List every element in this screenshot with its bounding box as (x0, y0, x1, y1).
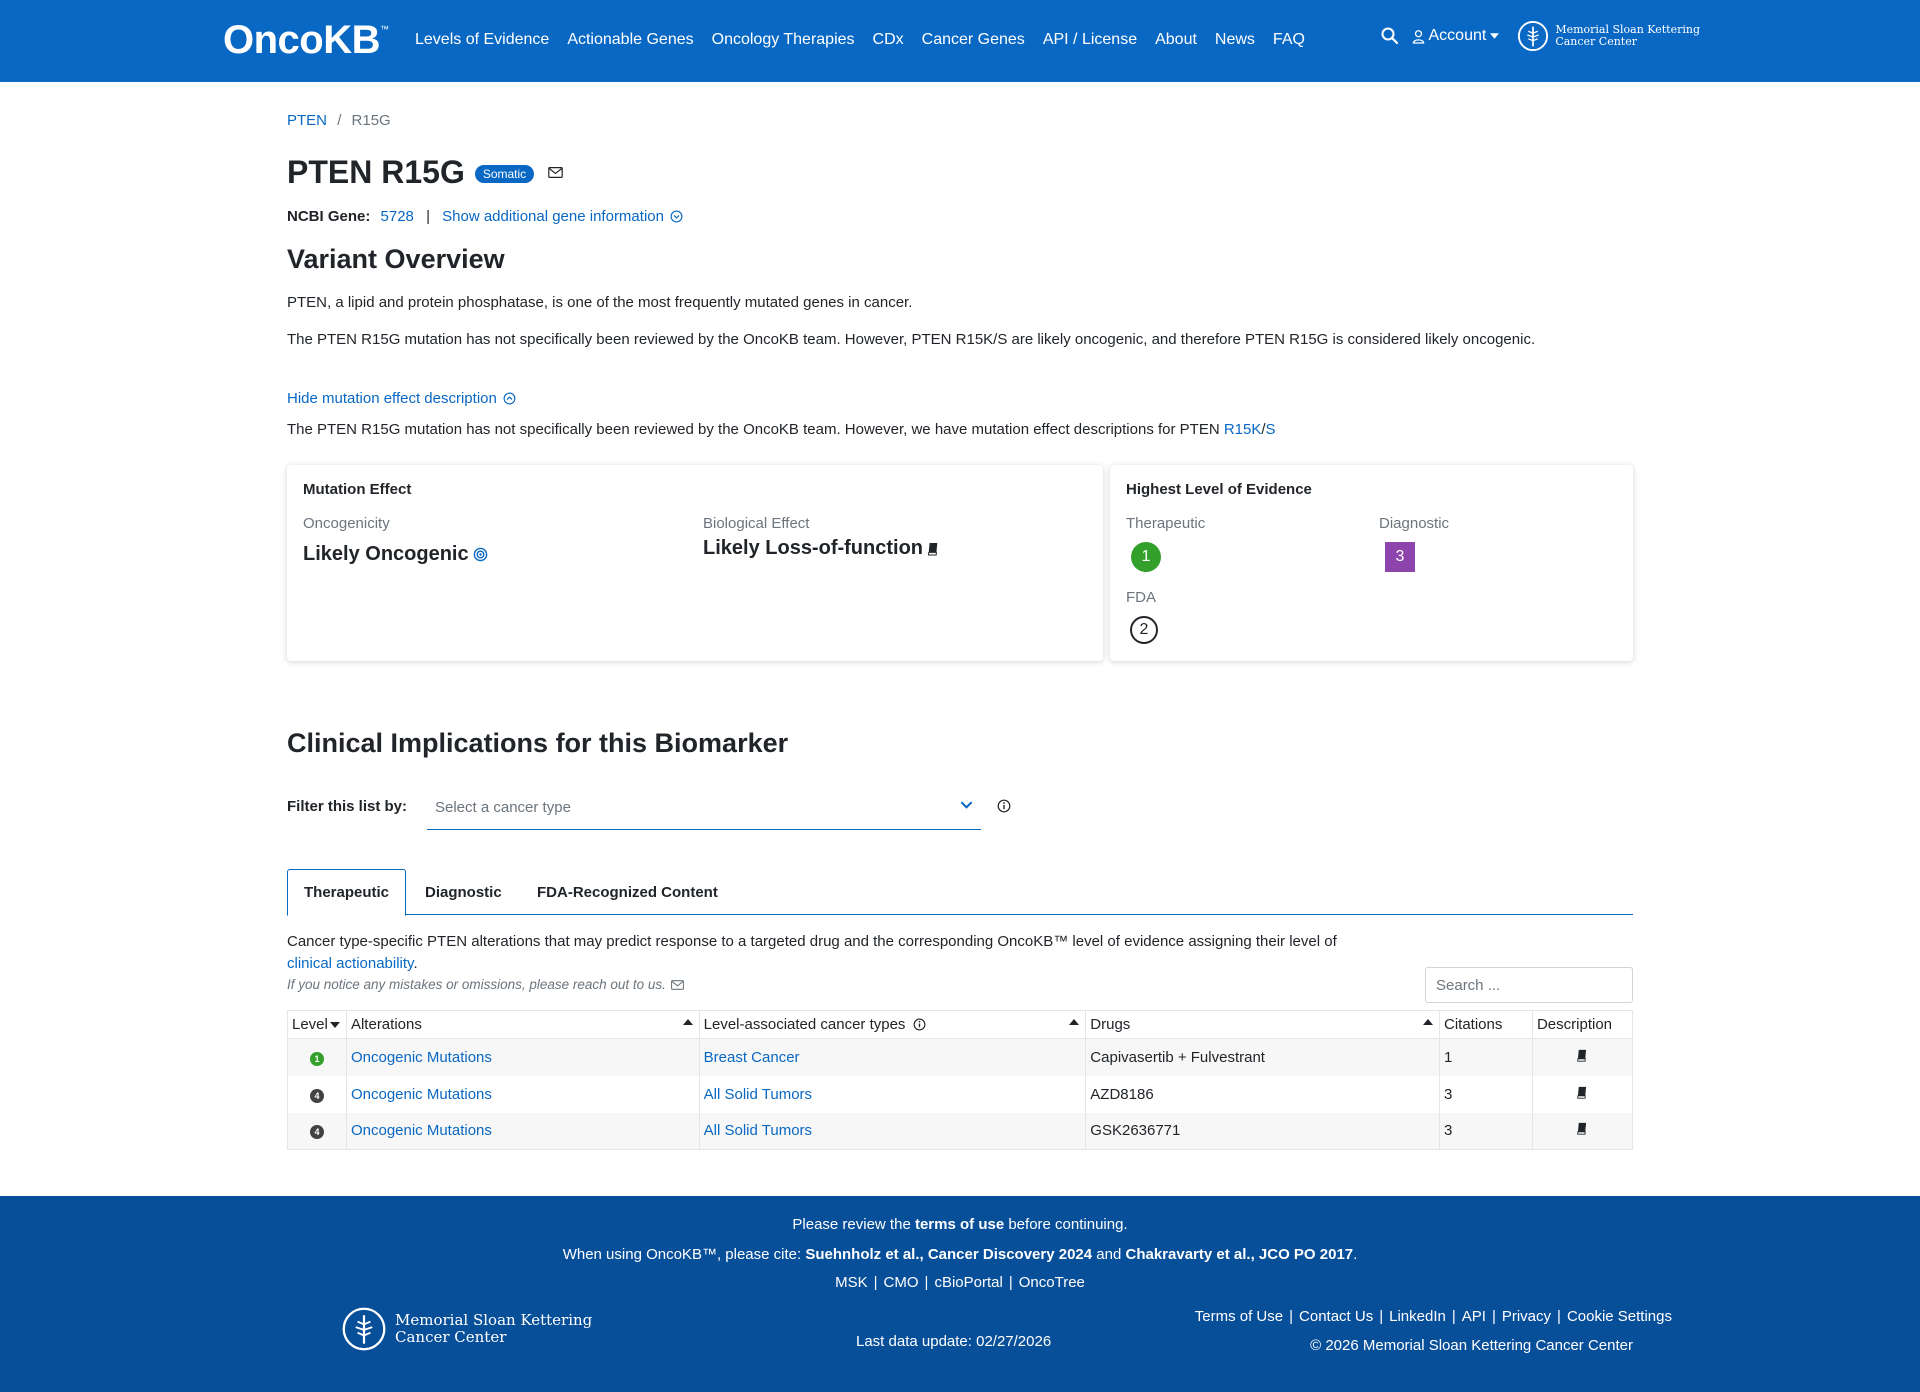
oncogenicity-value (303, 543, 488, 566)
msk-footer-line1: Memorial Sloan Kettering (395, 1311, 593, 1329)
gene-info-separator: | (426, 208, 430, 225)
book-icon[interactable] (927, 542, 939, 556)
msk-header-line1: Memorial Sloan Kettering (1555, 23, 1700, 36)
account-label: Account (1428, 27, 1487, 44)
level-cell (288, 1113, 347, 1150)
mutation-effect-text: The PTEN R15G mutation has not specifically been reviewed by the OncoKB team. However, we have mutation effect descriptions for PTEN (287, 421, 1224, 438)
footer (0, 1196, 1920, 1392)
book-icon[interactable] (1576, 1086, 1588, 1099)
ncbi-gene-link[interactable]: 5728 (380, 208, 414, 225)
footer-terms-link[interactable]: terms of use (914, 1216, 1005, 1233)
footer-links: Terms of Use | Contact Us | LinkedIn | API | Privacy | Cookie Settings (1194, 1308, 1672, 1325)
logo-trademark: ™ (380, 24, 389, 34)
clinical-tabs (287, 869, 1633, 915)
column-cancer-types[interactable] (699, 1011, 1086, 1039)
citations-cell: 3 (1440, 1113, 1533, 1150)
gene-summary: PTEN, a lipid and protein phosphatase, is one of the most frequently mutated genes in cancer. (287, 294, 913, 311)
footer-link-linkedin[interactable]: LinkedIn (1389, 1308, 1446, 1325)
cancer-type-link[interactable]: All Solid Tumors (703, 1085, 813, 1103)
footer-link-api[interactable]: API (1461, 1308, 1486, 1325)
diagnostic-label: Diagnostic (1379, 515, 1450, 532)
nav-faq[interactable]: FAQ (1272, 31, 1305, 48)
highest-level-card (1110, 465, 1633, 661)
ncbi-gene-label: NCBI Gene: (287, 208, 371, 225)
chevron-down-icon (960, 800, 973, 810)
msk-logo-icon (1517, 20, 1549, 52)
therapeutic-description-text: Cancer type-specific PTEN alterations that may predict response to a targeted drug and the corresponding OncoKB™ level of evidence assigning their level of (287, 933, 1337, 950)
column-level[interactable] (288, 1011, 347, 1039)
search-icon[interactable] (1380, 26, 1400, 46)
tab-therapeutic[interactable]: Therapeutic (287, 869, 406, 916)
footer-partner-links: MSK | CMO | cBioPortal | OncoTree (835, 1274, 1085, 1291)
r15s-link[interactable]: S (1265, 421, 1276, 438)
biological-effect-value (703, 537, 939, 560)
diagnostic-level-badge[interactable]: 3 (1385, 542, 1415, 572)
column-alterations[interactable] (346, 1011, 699, 1039)
fda-label: FDA (1126, 589, 1156, 606)
msk-logo-icon (341, 1306, 387, 1352)
book-icon[interactable] (1576, 1049, 1588, 1062)
therapeutic-level-badge[interactable]: 1 (1131, 542, 1161, 572)
oncokb-logo[interactable] (223, 18, 389, 63)
level-cell (288, 1039, 347, 1076)
nav-cancer-genes[interactable]: Cancer Genes (921, 31, 1025, 48)
mutation-effect-title: Mutation Effect (303, 481, 412, 498)
footer-link-privacy[interactable]: Privacy (1501, 1308, 1552, 1325)
sort-asc-icon (683, 1019, 693, 1025)
footer-review-suffix: before continuing. (1004, 1216, 1128, 1233)
cancer-type-cell (699, 1113, 1086, 1150)
caret-down-icon (1490, 33, 1499, 39)
info-icon[interactable] (997, 799, 1011, 813)
tab-fda-recognized-content[interactable]: FDA-Recognized Content (537, 883, 718, 901)
breadcrumb-gene-link[interactable]: PTEN (287, 112, 328, 129)
level-badge[interactable]: 1 (310, 1052, 324, 1066)
chevron-up-circle-icon (503, 392, 516, 405)
breadcrumb-variant: R15G (351, 112, 391, 129)
last-data-update: Last data update: 02/27/2026 (856, 1333, 1052, 1350)
hide-mutation-effect-link[interactable] (287, 390, 516, 407)
nav-oncology-therapies[interactable]: Oncology Therapies (711, 31, 855, 48)
level-badge[interactable]: 4 (310, 1089, 324, 1103)
column-description (1532, 1011, 1632, 1039)
column-cancer-types-label: Level-associated cancer types (703, 1016, 906, 1033)
column-level-label: Level (292, 1016, 328, 1033)
footer-cite-and: and (1092, 1246, 1126, 1263)
sort-desc-icon (330, 1022, 340, 1028)
table-row (288, 1039, 1633, 1076)
column-citations-label: Citations (1444, 1016, 1503, 1033)
footer-cite-suffix: . (1353, 1246, 1358, 1263)
chevron-down-circle-icon (670, 210, 683, 223)
table-row (288, 1113, 1633, 1150)
footer-link-terms[interactable]: Terms of Use (1194, 1308, 1284, 1325)
highest-level-title: Highest Level of Evidence (1126, 481, 1312, 498)
ncbi-gene-line (287, 208, 683, 225)
footer-review-prefix: Please review the (792, 1216, 915, 1233)
clinical-actionability-link[interactable]: clinical actionability (287, 955, 414, 972)
search-placeholder: Search ... (1436, 976, 1501, 994)
msk-header-line2: Cancer Center (1555, 35, 1637, 48)
mutation-effect-description (287, 419, 1633, 441)
sort-asc-icon (1069, 1019, 1079, 1025)
clinical-implications-heading: Clinical Implications for this Biomarker (287, 728, 789, 758)
filter-label: Filter this list by: (287, 798, 408, 815)
show-gene-info-link[interactable] (442, 208, 683, 225)
r15k-link[interactable]: R15K (1223, 421, 1262, 438)
cancer-type-select[interactable] (427, 786, 981, 830)
column-drugs-label: Drugs (1090, 1016, 1131, 1033)
column-description-label: Description (1536, 1016, 1612, 1033)
alteration-link[interactable]: Oncogenic Mutations (350, 1085, 492, 1103)
oncogenicity-text: Likely Oncogenic (303, 543, 469, 565)
msk-footer-logo[interactable] (341, 1306, 592, 1352)
cancer-type-link[interactable]: All Solid Tumors (703, 1122, 813, 1140)
biological-effect-label: Biological Effect (703, 515, 810, 532)
oncogenicity-label: Oncogenicity (303, 515, 390, 532)
footer-link-contact[interactable]: Contact Us (1299, 1308, 1374, 1325)
therapeutic-table (287, 1010, 1633, 1150)
nav-levels-of-evidence[interactable]: Levels of Evidence (415, 31, 550, 48)
drugs-cell: AZD8186 (1086, 1076, 1440, 1113)
page-title-text: PTEN R15G (287, 154, 465, 190)
sort-asc-icon (1423, 1019, 1433, 1025)
logo-text: OncoKB (223, 18, 380, 62)
alteration-cell (346, 1113, 699, 1150)
table-header-row (288, 1011, 1633, 1039)
alteration-cell (346, 1039, 699, 1076)
column-alterations-label: Alterations (350, 1016, 422, 1033)
nav-cdx[interactable]: CDx (872, 31, 904, 48)
footer-cite-line (0, 1246, 1920, 1263)
show-gene-info-label: Show additional gene information (442, 208, 664, 225)
nav-news[interactable]: News (1214, 31, 1255, 48)
breadcrumb-separator: / (337, 112, 342, 129)
alteration-link[interactable]: Oncogenic Mutations (350, 1048, 492, 1066)
cancer-type-placeholder: Select a cancer type (435, 799, 571, 816)
footer-cite-chakravarty[interactable]: Chakravarty et al., JCO PO 2017 (1125, 1246, 1354, 1263)
fda-level-badge[interactable]: 2 (1130, 616, 1158, 644)
variant-overview-heading: Variant Overview (287, 244, 505, 274)
msk-header-logo[interactable] (1517, 20, 1700, 52)
description-cell (1532, 1076, 1632, 1113)
account-menu[interactable] (1412, 27, 1500, 45)
description-cell (1532, 1113, 1632, 1150)
footer-copyright: © 2026 Memorial Sloan Kettering Cancer Center (1310, 1337, 1633, 1354)
footer-link-msk[interactable]: MSK (835, 1274, 868, 1291)
cancer-type-link[interactable]: Breast Cancer (703, 1048, 800, 1066)
nav-api-license[interactable]: API / License (1042, 31, 1138, 48)
link-slash: / (1261, 421, 1266, 438)
footer-link-oncotree[interactable]: OncoTree (1018, 1274, 1085, 1291)
column-drugs[interactable] (1086, 1011, 1440, 1039)
table-row (288, 1076, 1633, 1113)
somatic-badge: Somatic (475, 165, 534, 183)
nav-links (415, 31, 1323, 49)
user-icon (1412, 29, 1425, 44)
citations-cell: 3 (1440, 1076, 1533, 1113)
hide-mutation-effect-label: Hide mutation effect description (287, 390, 497, 407)
citations-cell: 1 (1440, 1039, 1533, 1076)
cancer-type-cell (699, 1076, 1086, 1113)
msk-footer-line2: Cancer Center (395, 1328, 507, 1346)
mail-icon[interactable] (671, 980, 684, 990)
description-period: . (413, 955, 418, 972)
mail-icon[interactable] (548, 167, 563, 178)
feedback-note-text: If you notice any mistakes or omissions, please reach out to us. (287, 977, 666, 992)
feedback-note (287, 977, 684, 992)
tab-diagnostic[interactable]: Diagnostic (425, 883, 502, 901)
table-search-input[interactable] (1425, 967, 1633, 1003)
level-badge[interactable]: 4 (310, 1125, 324, 1139)
alteration-cell (346, 1076, 699, 1113)
variant-summary: The PTEN R15G mutation has not specifically been reviewed by the OncoKB team. However, PTEN R15K/S are likely oncogenic, and therefore PTEN R15G is considered likely oncogenic. (287, 331, 1536, 348)
therapeutic-label: Therapeutic (1126, 515, 1206, 532)
drugs-cell: GSK2636771 (1086, 1113, 1440, 1150)
description-cell (1532, 1039, 1632, 1076)
mutation-effect-card (287, 465, 1103, 661)
footer-terms-line (0, 1216, 1920, 1233)
page-title (287, 154, 563, 191)
footer-link-cookie-settings[interactable]: Cookie Settings (1566, 1308, 1672, 1325)
footer-link-cmo[interactable]: CMO (883, 1274, 919, 1291)
nav-about[interactable]: About (1155, 31, 1197, 48)
footer-cite-prefix: When using OncoKB™, please cite: (562, 1246, 806, 1263)
alteration-link[interactable]: Oncogenic Mutations (350, 1122, 492, 1140)
biological-effect-text: Likely Loss-of-function (703, 537, 923, 559)
column-citations[interactable] (1440, 1011, 1533, 1039)
footer-link-cbioportal[interactable]: cBioPortal (934, 1274, 1003, 1291)
level-cell (288, 1076, 347, 1113)
nav-actionable-genes[interactable]: Actionable Genes (567, 31, 694, 48)
cancer-type-cell (699, 1039, 1086, 1076)
therapeutic-description (287, 931, 1337, 975)
drugs-cell: Capivasertib + Fulvestrant (1086, 1039, 1440, 1076)
target-icon (473, 547, 488, 562)
book-icon[interactable] (1576, 1122, 1588, 1135)
info-icon[interactable] (913, 1018, 926, 1031)
breadcrumb (287, 112, 391, 129)
nav-right (1380, 20, 1701, 52)
footer-cite-suehnholz[interactable]: Suehnholz et al., Cancer Discovery 2024 (805, 1246, 1093, 1263)
top-navbar (0, 0, 1920, 82)
